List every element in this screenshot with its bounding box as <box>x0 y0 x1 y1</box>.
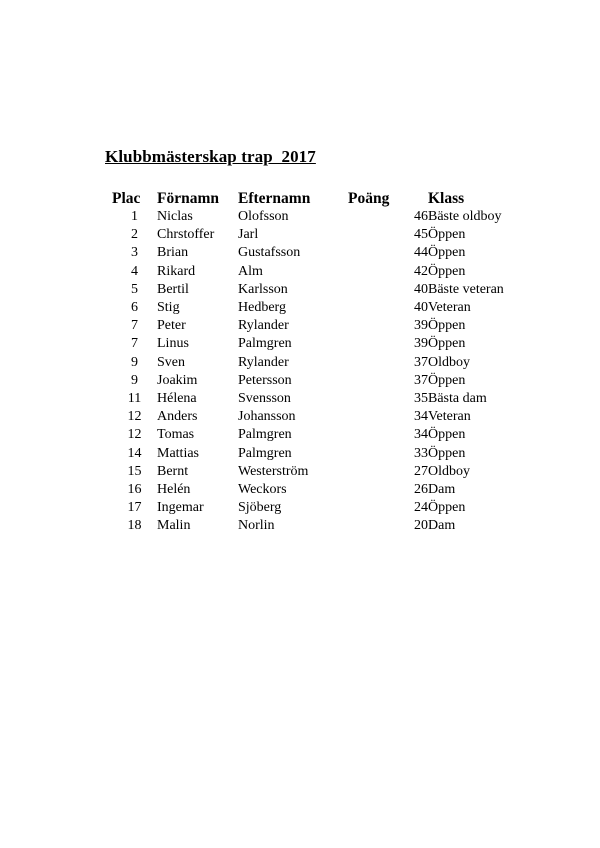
cell-fornamn: Rikard <box>157 263 196 279</box>
cell-efternamn: Sjöberg <box>238 500 282 516</box>
cell-plac: 6 <box>131 300 138 316</box>
cell-poang: 20 <box>414 518 428 534</box>
header-klass: Klass <box>428 190 465 207</box>
cell-plac: 11 <box>127 391 142 407</box>
header-poang: Poäng <box>348 190 390 207</box>
cell-poang: 24 <box>414 500 428 516</box>
header-plac: Plac <box>112 190 141 207</box>
cell-klass: Öppen <box>428 245 466 261</box>
cell-fornamn: Chrstoffer <box>157 227 215 243</box>
cell-efternamn: Alm <box>238 263 263 279</box>
cell-efternamn: Johansson <box>238 409 296 425</box>
cell-klass: Öppen <box>428 263 466 279</box>
cell-efternamn: Gustafsson <box>238 245 301 261</box>
cell-klass: Bästa dam <box>428 391 487 407</box>
table-row <box>112 481 538 499</box>
cell-efternamn: Jarl <box>238 227 259 243</box>
cell-efternamn: Palmgren <box>238 336 292 352</box>
cell-poang: 27 <box>414 463 428 479</box>
cell-fornamn: Bernt <box>157 463 189 479</box>
table-row <box>112 445 538 463</box>
cell-poang: 37 <box>414 354 428 370</box>
cell-fornamn: Ingemar <box>157 500 204 516</box>
cell-klass: Dam <box>428 482 456 498</box>
cell-klass: Bäste veteran <box>428 281 504 297</box>
cell-plac: 16 <box>127 482 142 498</box>
table-row <box>112 463 538 481</box>
cell-poang: 44 <box>414 245 428 261</box>
cell-plac: 5 <box>131 281 138 297</box>
cell-plac: 9 <box>131 354 138 370</box>
cell-klass: Oldboy <box>428 463 470 479</box>
cell-efternamn: Norlin <box>238 518 275 534</box>
table-row <box>112 408 538 426</box>
table-row <box>112 263 538 281</box>
cell-fornamn: Niclas <box>157 209 193 224</box>
cell-poang: 26 <box>414 482 428 498</box>
cell-fornamn: Hélena <box>157 391 197 407</box>
table-row <box>112 390 538 408</box>
results-table <box>112 186 538 536</box>
table-row <box>112 244 538 262</box>
cell-poang: 39 <box>414 318 428 334</box>
cell-klass: Öppen <box>428 318 466 334</box>
cell-klass: Veteran <box>428 409 471 425</box>
cell-plac: 2 <box>131 227 138 243</box>
cell-poang: 46 <box>414 209 428 224</box>
cell-fornamn: Stig <box>157 300 180 316</box>
cell-efternamn: Rylander <box>238 354 289 370</box>
cell-efternamn: Hedberg <box>238 300 286 316</box>
cell-klass: Öppen <box>428 336 466 352</box>
table-header <box>112 186 538 208</box>
cell-poang: 45 <box>414 227 428 243</box>
table-body <box>112 208 538 536</box>
cell-plac: 15 <box>127 463 142 479</box>
table-row <box>112 354 538 372</box>
table-row <box>112 299 538 317</box>
cell-efternamn: Rylander <box>238 318 289 334</box>
table-row <box>112 517 538 535</box>
cell-poang: 40 <box>414 281 428 297</box>
cell-klass: Öppen <box>428 445 466 461</box>
cell-klass: Veteran <box>428 300 471 316</box>
cell-poang: 35 <box>414 391 428 407</box>
cell-efternamn: Karlsson <box>238 281 288 297</box>
cell-efternamn: Weckors <box>238 482 287 498</box>
cell-fornamn: Malin <box>157 518 191 534</box>
cell-efternamn: Palmgren <box>238 445 292 461</box>
cell-fornamn: Anders <box>157 409 198 425</box>
table-row <box>112 499 538 517</box>
cell-fornamn: Sven <box>157 354 185 370</box>
cell-poang: 34 <box>414 427 428 443</box>
cell-fornamn: Mattias <box>157 445 199 461</box>
cell-plac: 14 <box>127 445 142 461</box>
table-row <box>112 281 538 299</box>
cell-plac: 3 <box>131 245 138 261</box>
cell-poang: 33 <box>414 445 428 461</box>
cell-plac: 4 <box>131 263 138 279</box>
table-row <box>112 372 538 390</box>
cell-plac: 7 <box>131 318 138 334</box>
header-row <box>112 186 538 208</box>
cell-plac: 17 <box>127 500 142 516</box>
header-fornamn: Förnamn <box>157 190 219 207</box>
cell-fornamn: Linus <box>157 336 189 352</box>
cell-plac: 12 <box>127 409 142 425</box>
page-title: Klubbmästerskap trap 2017 <box>105 147 316 166</box>
cell-klass: Öppen <box>428 227 466 243</box>
cell-fornamn: Helén <box>157 482 191 498</box>
cell-efternamn: Olofsson <box>238 209 289 224</box>
cell-efternamn: Svensson <box>238 391 291 407</box>
cell-klass: Bäste oldboy <box>428 209 502 224</box>
cell-klass: Dam <box>428 518 456 534</box>
cell-fornamn: Peter <box>157 318 186 334</box>
cell-poang: 37 <box>414 372 428 388</box>
cell-poang: 42 <box>414 263 428 279</box>
cell-plac: 1 <box>131 209 138 224</box>
cell-klass: Öppen <box>428 500 466 516</box>
table-row <box>112 226 538 244</box>
table-row <box>112 335 538 353</box>
cell-fornamn: Tomas <box>157 427 195 443</box>
cell-fornamn: Bertil <box>157 281 189 297</box>
cell-poang: 40 <box>414 300 428 316</box>
cell-poang: 39 <box>414 336 428 352</box>
table-row <box>112 208 538 226</box>
cell-plac: 9 <box>131 372 138 388</box>
cell-fornamn: Brian <box>157 245 189 261</box>
cell-plac: 12 <box>127 427 142 443</box>
table-row <box>112 426 538 444</box>
cell-klass: Öppen <box>428 372 466 388</box>
cell-efternamn: Westerström <box>238 463 309 479</box>
cell-plac: 7 <box>131 336 138 352</box>
cell-efternamn: Palmgren <box>238 427 292 443</box>
cell-efternamn: Petersson <box>238 372 292 388</box>
cell-fornamn: Joakim <box>157 372 198 388</box>
cell-plac: 18 <box>127 518 142 534</box>
table-row <box>112 317 538 335</box>
cell-klass: Oldboy <box>428 354 470 370</box>
cell-klass: Öppen <box>428 427 466 443</box>
cell-poang: 34 <box>414 409 428 425</box>
header-efternamn: Efternamn <box>238 190 311 207</box>
